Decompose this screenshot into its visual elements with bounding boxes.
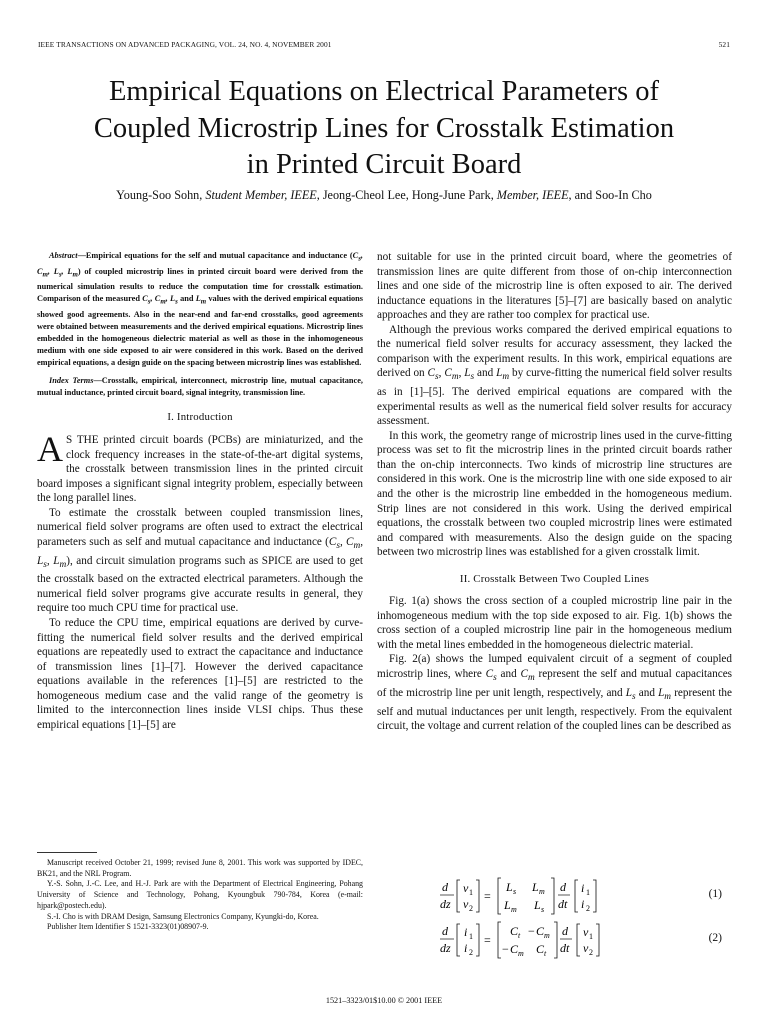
svg-text:v: v [463,897,469,911]
svg-text:i: i [581,897,585,911]
svg-text:d: d [442,880,448,894]
right-paragraph-5: Fig. 2(a) shows the lumped equivalent circuit of a segment of coupled microstrip lines, where $C_s$ and $C_m$ represent the self and mutual capacitances of the microstrip line per unit length, respectively, and $L_s$ and $L_m$ represent the self and mutual inductances per unit length, respectively. From the equivalent circuit, the voltage and current relation of the coupled lines can be described as [377,653,733,733]
svg-text:2: 2 [586,904,590,913]
journal-name: IEEE TRANSACTIONS ON ADVANCED PACKAGING, VOL. 24, NO. 4, NOVEMBER 2001 [38,40,332,49]
svg-text:C: C [536,924,545,938]
equation-1 [430,876,730,916]
intro-paragraph-3: To reduce the CPU time, empirical equations are derived by curve-fitting the numerical field solver results and the derived empirical equations are repeatedly used to extract the capacitance and inductance of transmission lines [1]–[7]. However the derived capacitance equations available in the references [1]–[5] are restricted to the homogeneous medium case and the valid range of the geometry is limited to the interconnection lines inside VLSI chips. Thus these empirical equations [1]–[5] are [37,617,363,731]
svg-text:s: s [541,905,545,914]
svg-text:i: i [581,881,585,895]
svg-text:m: m [544,931,550,940]
drop-cap: A [37,429,63,469]
title-line-1: Empirical Equations on Electrical Parameters of [108,76,659,107]
svg-text:t: t [518,931,521,940]
svg-text:i: i [464,941,468,955]
title-line-3: in Printed Circuit Board [246,149,522,180]
svg-text:s: s [513,887,517,896]
svg-text:=: = [484,933,491,947]
abstract: Abstract—Empirical equations for the self and mutual capacitance and inductance ($C_s$, $C_m$, $L_s$, $L_m$) of coupled microstrip lines in printed circuit board were derived from the numerical simulation results to reduce the computation time for crosstalk estimation. Comparison of the measured $C_s$, $C_m$, $L_s$ and $L_m$ values with the derived empirical equations showed good agreements. Also in the near-end and far-end crosstalks, good agreements were obtained between measurements and the derived empirical equations. Microstrip lines embedded in the homogeneous dielectric material as well as those in the inhomogeneous medium with one side exposed to air were considered in this work. Based on the derived empirical equations, a design guide on the spacing between microstrip lines was established. [37,251,364,367]
svg-text:L: L [504,898,511,912]
svg-text:C: C [536,942,545,956]
svg-text:=: = [484,889,491,903]
equation-2 [430,920,730,960]
equation-2-number: (2) [708,932,722,944]
svg-text:v: v [583,925,589,939]
equation-1-math [438,876,658,916]
right-paragraph-2: Although the previous works compared the derived empirical equations to the numerical field solver results for accuracy assessment, they lacked the comparison with the experiment results. In this work, empirical equations are derived on $C_s$, $C_m$, $L_s$ and $L_m$ by curve-fitting the numerical field solver results as in [1]–[5]. The derived empirical equations are compared with the experimental results as well as the numerical field solver results for accuracy assessment. [377,323,732,428]
footnote-rule [37,852,97,853]
title-line-2: Coupled Microstrip Lines for Crosstalk Estimation [93,112,675,144]
svg-text:1: 1 [589,932,593,941]
equation-2-math [438,920,658,960]
paper-title [20,74,748,184]
right-paragraph-3: In this work, the geometry range of microstrip lines used in the curve-fitting process was set to fit the microstrip lines in the printed circuit boards rather than the on-chip interconnects. Two kinds of microstrip line structures are considered in this work. One is the microstrip line with one side exposed to air and the other is the microstrip line embedded in the homogeneous medium. Strip lines are not considered in this work. Using the derived empirical equations, the crosstalk between two coupled microstrip lines were estimated and compared with measurements. Also the design guide on the spacing between two microstrip lines was established for a given crosstalk limit. [377,429,732,559]
svg-text:C: C [510,942,519,956]
right-paragraph-4: Fig. 1(a) shows the cross section of a coupled microstrip line pair in the inhomogeneous medium with the top side exposed to air. Fig. 1(b) shows the cross section of a coupled microstrip line pair in the homogeneous medium with the metal lines embedded in the homogeneous dielectric material. [377,595,732,651]
svg-text:m: m [539,887,545,896]
svg-text:2: 2 [469,948,473,957]
svg-text:2: 2 [589,948,593,957]
svg-text:−: − [502,942,509,956]
svg-text:1: 1 [469,888,473,897]
section-heading-crosstalk: II. Crosstalk Between Two Coupled Lines [459,572,650,585]
svg-text:m: m [511,905,517,914]
svg-text:v: v [583,941,589,955]
svg-text:dz: dz [440,941,451,955]
intro-paragraph-1: A S THE printed circuit boards (PCBs) are miniaturized, and the clock frequency increases in the state-of-the-art digital systems, the crosstalk between transmission lines in the printed circuit board imposes a significant signal integrity problem, especially between the long parallel lines. [37,429,363,505]
svg-text:L: L [534,898,541,912]
svg-text:2: 2 [469,904,473,913]
svg-text:dt: dt [558,897,568,911]
svg-text:d: d [560,880,566,894]
svg-text:C: C [510,924,519,938]
svg-text:d: d [442,924,448,938]
svg-text:−: − [528,924,535,938]
svg-text:v: v [463,881,469,895]
left-column [37,250,363,732]
intro-paragraph-2: To estimate the crosstalk between coupled transmission lines, numerical field solver programs are often used to extract the electrical parameters such as self and mutual capacitance and inductance ($C_s$, $C_m$, $L_s$, $L_m$), and circuit simulation programs such as SPICE are used to get the crosstalk based on the extracted electrical parameters. Although the numerical field solver programs give accurate results in general, they require too much CPU time for practical use. [37,506,363,615]
right-column [377,250,732,734]
index-terms: Index Terms—Crosstalk, empirical, interconnect, microstrip line, mutual capacitance, mutual inductance, printed circuit board, signal integrity, transmission line. [37,375,363,397]
svg-text:1: 1 [586,888,590,897]
svg-text:dt: dt [560,941,570,955]
svg-text:t: t [544,949,547,958]
svg-text:m: m [518,949,524,958]
svg-text:L: L [532,880,539,894]
svg-text:i: i [464,925,468,939]
svg-text:dz: dz [440,897,451,911]
svg-text:1: 1 [469,932,473,941]
author-list: Young-Soo Sohn, Student Member, IEEE, Jeong-Cheol Lee, Hong-June Park, Member, IEEE, and Soo-In Cho [116,188,652,202]
copyright-footer: 1521–3323/01$10.00 © 2001 IEEE [325,996,443,1005]
equation-1-number: (1) [708,888,722,900]
footnote: Manuscript received October 21, 1999; revised June 8, 2001. This work was supported by IDEC, BK21, and the NRL Program. Y.-S. Sohn, J.-C. Lee, and H.-J. Park are with the Department of Electrical Engineering, Pohang University of Science and Technology, Pohang, Kyoungbuk 790-784, Korea (e-mail: hjpark@postech.edu). S.-I. Cho is with DRAM Design, Samsung Electronics Company, Kyungki-do, Korea. Publisher Item Identifier S 1521-3323(01)08907-9. [37,858,363,932]
section-heading-introduction: I. Introduction [167,411,233,424]
right-paragraph-1: not suitable for use in the printed circuit board, where the geometries of transmission lines are quite different from those of on-chip interconnection lines and one side of the microstrip line is often exposed to air. The derived inductance equations in the literatures [5]–[7] are basically based on analytic approaches and they are rather too complex for practical use. [377,251,732,322]
svg-text:d: d [562,924,568,938]
page-number: 521 [718,40,730,49]
svg-text:L: L [506,880,513,894]
